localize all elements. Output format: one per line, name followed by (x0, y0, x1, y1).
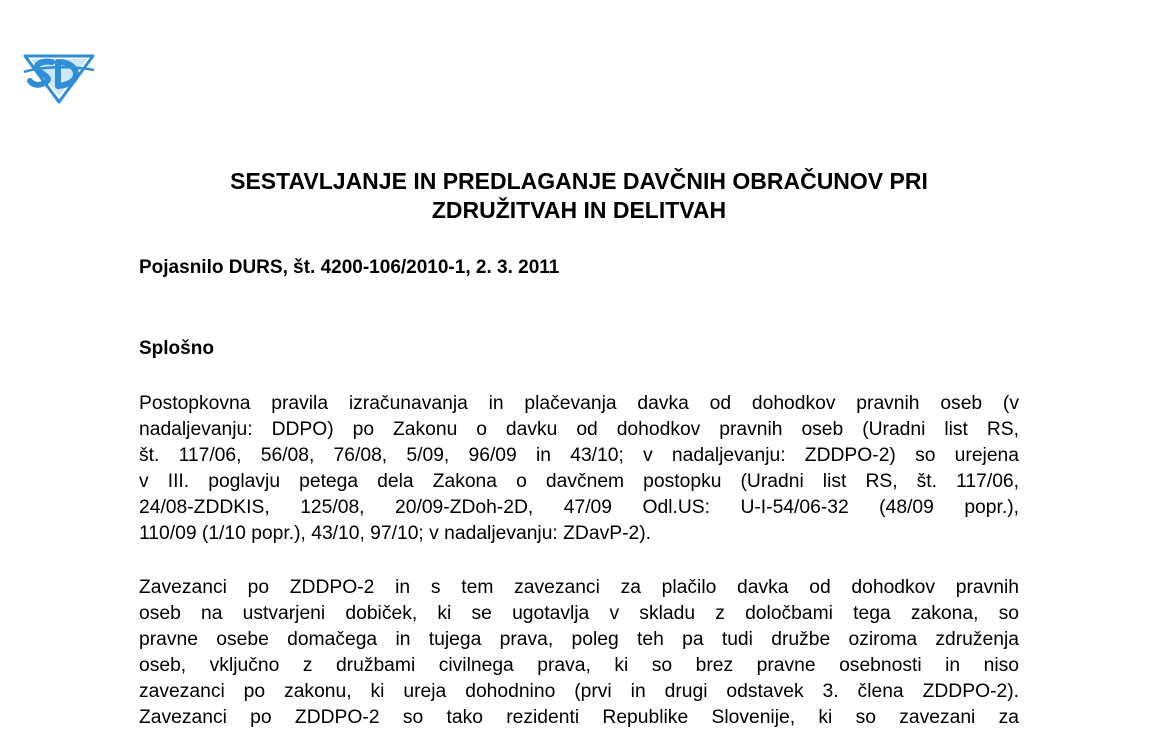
sd-shield-logo-icon (22, 50, 96, 104)
paragraph-1-line: 24/08-ZDDKIS, 125/08, 20/09-ZDoh-2D, 47/09 Odl.US: U-I-54/06-32 (48/09 popr.), (139, 497, 1019, 518)
paragraph-2-line: oseb na ustvarjeni dobiček, ki se ugotavlja v skladu z določbami tega zakona, so (139, 603, 1019, 624)
paragraph-1-line: nadaljevanju: DDPO) po Zakonu o davku od dohodkov pravnih oseb (Uradni list RS, (139, 419, 1019, 440)
paragraph-2 (139, 575, 1019, 731)
document-subtitle: Pojasnilo DURS, št. 4200-106/2010-1, 2. 3. 2011 (139, 257, 560, 278)
paragraph-2-line: oseb, vključno z družbami civilnega prava, ki so brez pravne osebnosti in niso (139, 655, 1019, 676)
document-title-line-2: ZDRUŽITVAH IN DELITVAH (431, 197, 727, 223)
paragraph-2-line: pravne osebe domačega in tujega prava, poleg teh pa tudi družbe oziroma združenja (139, 629, 1019, 650)
paragraph-1-line: št. 117/06, 56/08, 76/08, 5/09, 96/09 in 43/10; v nadaljevanju: ZDDPO-2) so urejena (139, 445, 1019, 466)
paragraph-1-line: v III. poglavju petega dela Zakona o davčnem postopku (Uradni list RS, št. 117/06, (139, 471, 1019, 492)
paragraph-1 (139, 391, 1019, 547)
paragraph-2-line: Zavezanci po ZDDPO-2 in s tem zavezanci za plačilo davka od dohodkov pravnih (139, 577, 1019, 598)
section-heading: Splošno (139, 338, 214, 359)
paragraph-1-line: 110/09 (1/10 popr.), 43/10, 97/10; v nadaljevanju: ZDavP-2). (139, 523, 651, 544)
document-title-line-1: SESTAVLJANJE IN PREDLAGANJE DAVČNIH OBRAČUNOV PRI (230, 168, 928, 194)
paragraph-2-line: Zavezanci po ZDDPO-2 so tako rezidenti Republike Slovenije, ki so zavezani za (139, 707, 1019, 728)
paragraph-2-line: zavezanci po zakonu, ki ureja dohodnino (prvi in drugi odstavek 3. člena ZDDPO-2). (139, 681, 1019, 702)
document-title (120, 167, 1038, 225)
paragraph-1-line: Postopkovna pravila izračunavanja in plačevanja davka od dohodkov pravnih oseb (v (139, 393, 1019, 414)
